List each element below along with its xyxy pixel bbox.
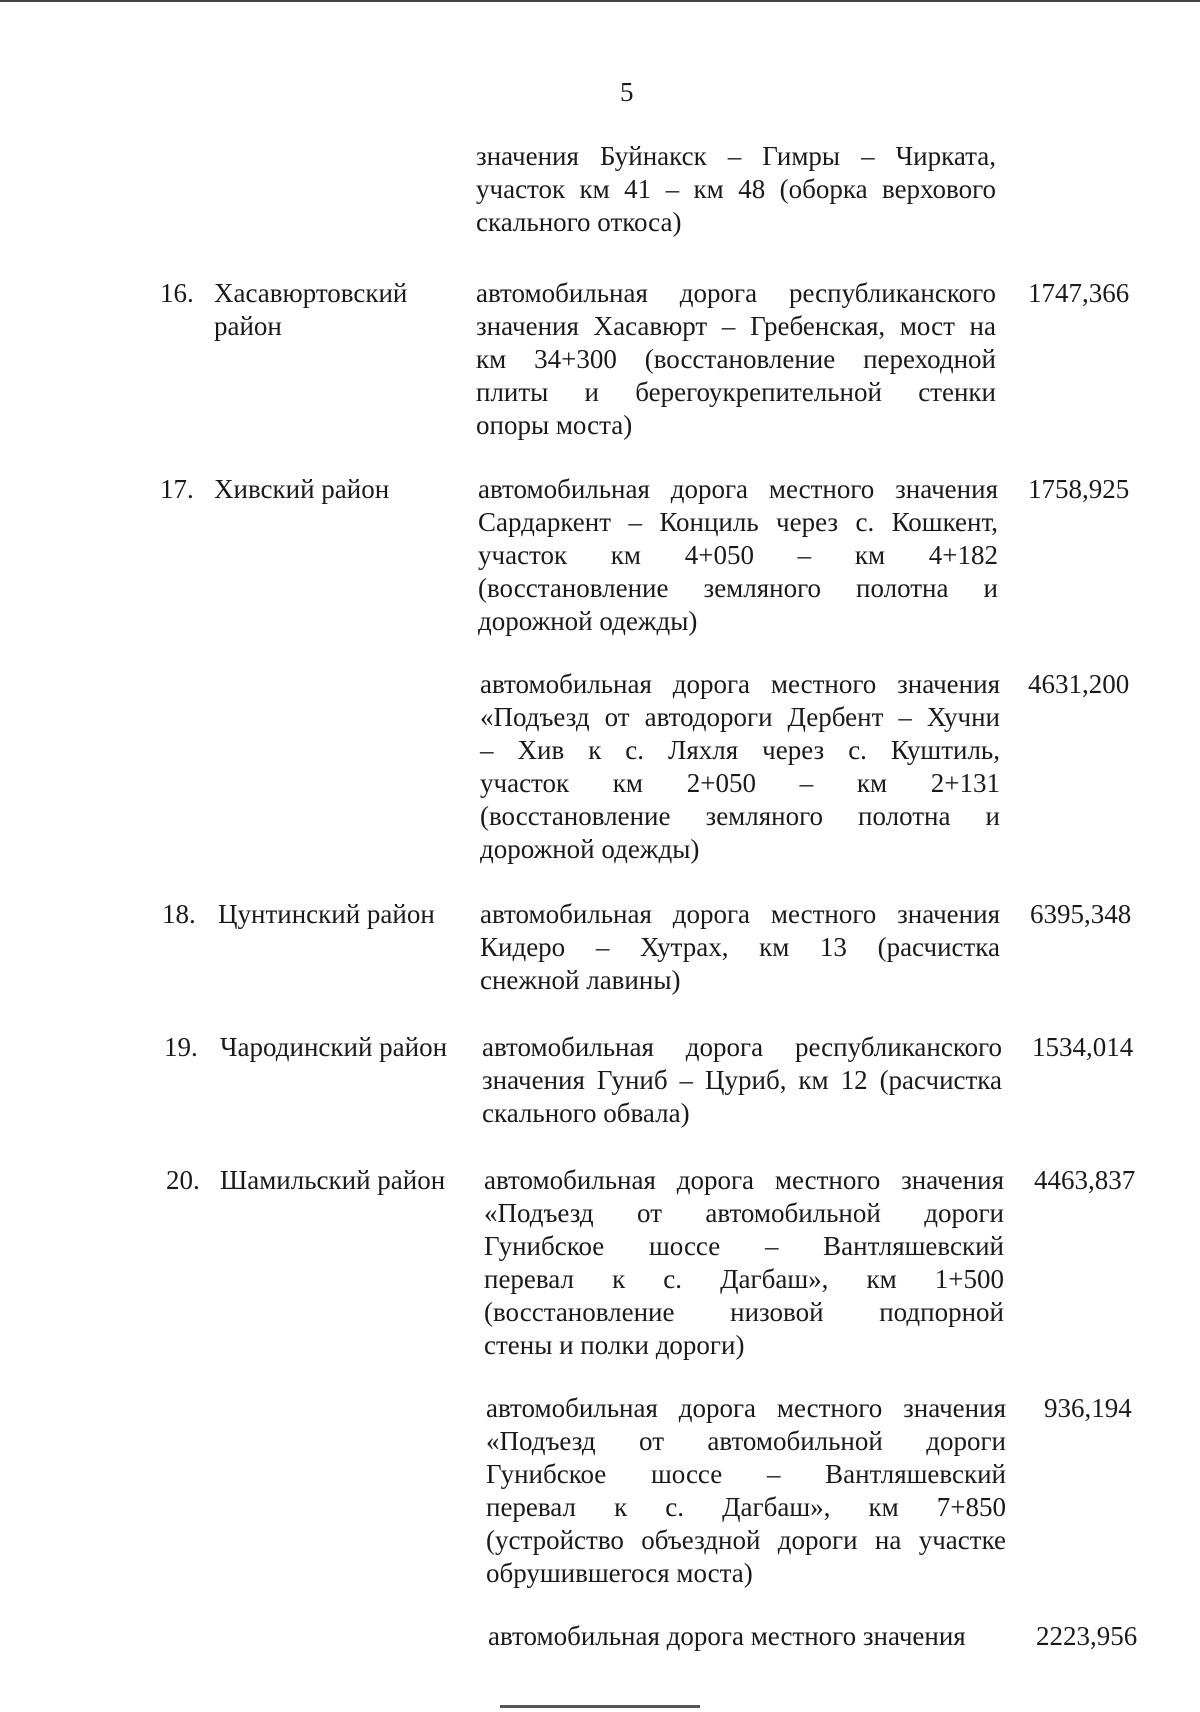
row-number: 19. (164, 1032, 198, 1062)
desc-line: скального обвала) (482, 1098, 690, 1128)
desc-line: автомобильная дорога местного значения (484, 1165, 1004, 1195)
page-number: 5 (620, 77, 634, 107)
desc-line: значения Гуниб – Цуриб, км 12 (расчистка (482, 1065, 1002, 1095)
district-line: Шамильский район (220, 1165, 446, 1195)
desc-line: (устройство объездной дороги на участке (486, 1525, 1006, 1555)
amount-value: 4463,837 (1034, 1165, 1136, 1195)
district-line: район (214, 311, 282, 341)
desc-line: обрушившегося моста) (486, 1558, 753, 1588)
desc-line: участок км 41 – км 48 (оборка верхового (476, 174, 996, 204)
desc-line: автомобильная дорога республиканского (482, 1032, 1002, 1062)
amount-value: 1758,925 (1028, 474, 1130, 504)
desc-line: «Подъезд от автодороги Дербент – Хучни (480, 702, 1000, 732)
desc-line: стены и полки дороги) (484, 1330, 745, 1360)
desc-line: автомобильная дорога местного значения (480, 899, 1000, 929)
desc-line: дорожной одежды) (480, 834, 700, 864)
road-description (480, 898, 1000, 997)
desc-line: перевал к с. Дагбаш», км 1+500 (484, 1264, 1004, 1294)
district-name (218, 898, 478, 931)
continuation-description (476, 140, 996, 239)
row-number: 16. (160, 278, 194, 308)
road-description (486, 1392, 1006, 1590)
road-description (480, 668, 1000, 866)
amount-value: 936,194 (1044, 1393, 1132, 1423)
district-name (220, 1164, 480, 1197)
bottom-scan-edge (500, 1705, 700, 1708)
district-line: Чародинский район (220, 1032, 448, 1062)
amount-value: 2223,956 (1036, 1621, 1138, 1651)
top-scan-edge (0, 0, 1200, 2)
desc-line: автомобильная дорога местного значения (488, 1621, 966, 1651)
district-name (220, 1031, 480, 1064)
desc-line: снежной лавины) (480, 965, 681, 995)
desc-line: участок км 2+050 – км 2+131 (480, 768, 1000, 798)
road-description (484, 1164, 1004, 1362)
road-description (488, 1620, 1008, 1653)
desc-line: км 34+300 (восстановление переходной (476, 344, 996, 374)
desc-line: Сардаркент – Конциль через с. Кошкент, (478, 507, 998, 537)
desc-line: (восстановление низовой подпорной (484, 1297, 1004, 1327)
district-line: Хасавюртовский (214, 278, 408, 308)
desc-line: «Подъезд от автомобильной дороги (484, 1198, 1004, 1228)
road-description (482, 1031, 1002, 1130)
desc-line: участок км 4+050 – км 4+182 (478, 540, 998, 570)
row-number: 18. (162, 899, 196, 929)
road-description (476, 277, 996, 442)
desc-line: – Хив к с. Ляхля через с. Куштиль, (480, 735, 1000, 765)
amount-value: 4631,200 (1028, 669, 1130, 699)
desc-line: автомобильная дорога местного значения (478, 474, 998, 504)
desc-line: автомобильная дорога республиканского (476, 278, 996, 308)
desc-line: перевал к с. Дагбаш», км 7+850 (486, 1492, 1006, 1522)
desc-line: значения Хасавюрт – Гребенская, мост на (476, 311, 996, 341)
desc-line: (восстановление земляного полотна и (478, 573, 998, 603)
desc-line: скального откоса) (476, 207, 682, 237)
district-name (214, 277, 474, 343)
desc-line: дорожной одежды) (478, 606, 698, 636)
desc-line: значения Буйнакск – Гимры – Чирката, (476, 141, 996, 171)
desc-line: опоры моста) (476, 410, 633, 440)
district-line: Хивский район (214, 474, 390, 504)
row-number: 17. (160, 474, 194, 504)
desc-line: (восстановление земляного полотна и (480, 801, 1000, 831)
row-number: 20. (166, 1165, 200, 1195)
district-line: Цунтинский район (218, 899, 435, 929)
desc-line: Кидеро – Хутрах, км 13 (расчистка (480, 932, 1000, 962)
desc-line: автомобильная дорога местного значения (480, 669, 1000, 699)
amount-value: 1534,014 (1032, 1032, 1134, 1062)
desc-line: плиты и берегоукрепительной стенки (476, 377, 996, 407)
amount-value: 6395,348 (1030, 899, 1132, 929)
desc-line: Гунибское шоссе – Вантляшевский (484, 1231, 1004, 1261)
district-name (214, 473, 474, 506)
amount-value: 1747,366 (1028, 278, 1130, 308)
road-description (478, 473, 998, 638)
desc-line: «Подъезд от автомобильной дороги (486, 1426, 1006, 1456)
desc-line: Гунибское шоссе – Вантляшевский (486, 1459, 1006, 1489)
desc-line: автомобильная дорога местного значения (486, 1393, 1006, 1423)
